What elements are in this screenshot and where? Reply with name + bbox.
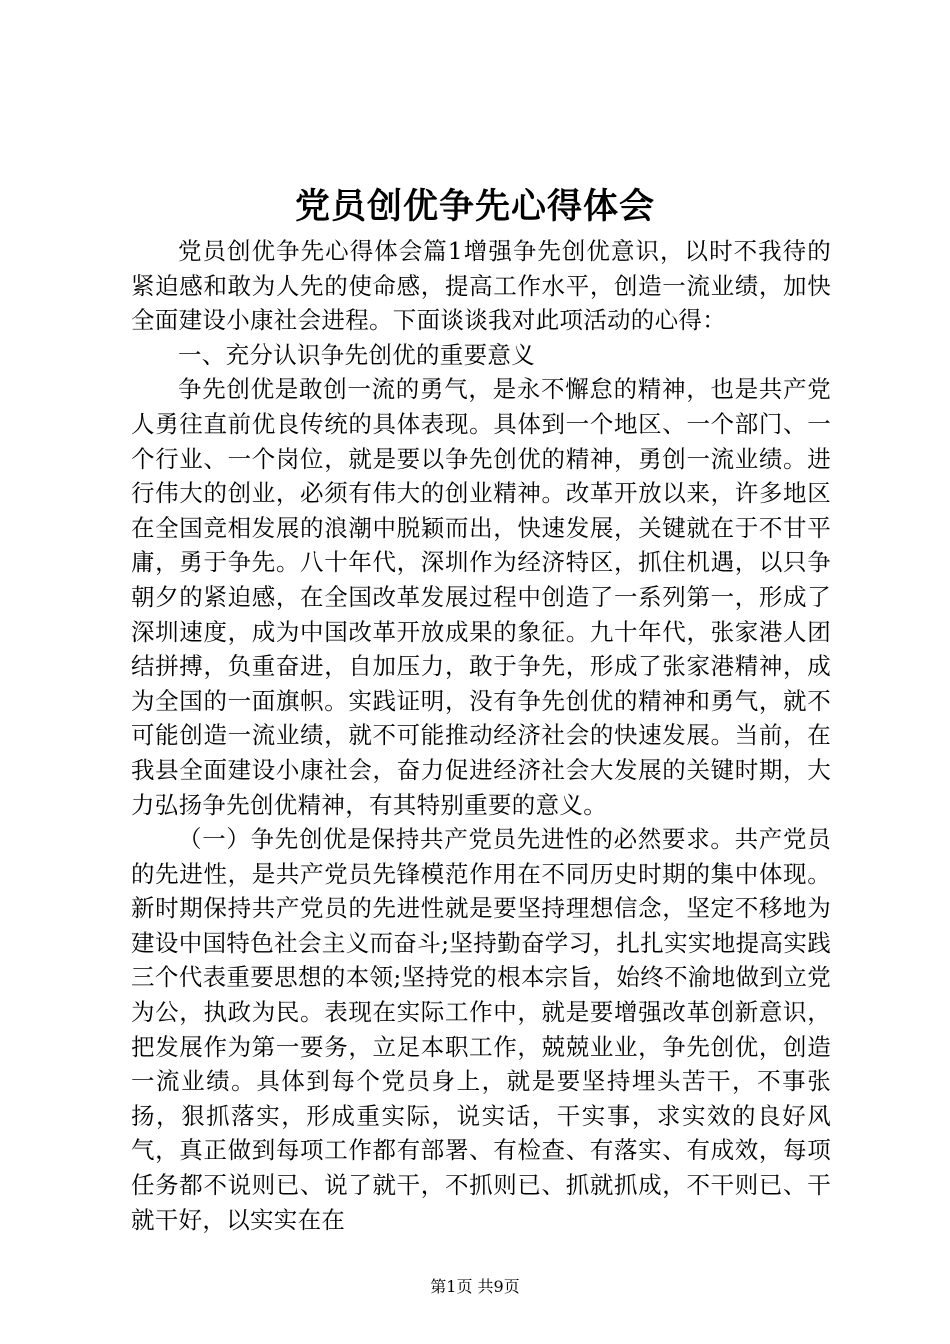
paragraph-significance: 争先创优是敢创一流的勇气，是永不懈怠的精神，也是共产党人勇往直前优良传统的具体表现。具体到一个地区、一个部门、一个行业、一个岗位，就是要以争先创优的精神，勇创一流业绩。进行伟大的创业，必须有伟大的创业精神。改革开放以来，许多地区在全国竞相发展的浪潮中脱颖而出，快速发展，关键就在于不甘平庸，勇于争先。八十年代，深圳作为经济特区，抓住机遇，以只争朝夕的紧迫感，在全国改革发展过程中创造了一系列第一，形成了深圳速度，成为中国改革开放成果的象征。九十年代，张家港人团结拼搏，负重奋进，自加压力，敢于争先，形成了张家港精神，成为全国的一面旗帜。实践证明，没有争先创优的精神和勇气，就不可能创造一流业绩，就不可能推动经济社会的快速发展。当前，在我县全面建设小康社会，奋力促进经济社会大发展的关键时期，大力弘扬争先创优精神，有其特别重要的意义。	[131, 375, 831, 819]
document-body	[131, 234, 831, 1237]
section-heading: 一、充分认识争先创优的重要意义	[178, 340, 535, 369]
page-number-footer: 第1页 共9页	[430, 1277, 520, 1296]
document-title: 党员创优争先心得体会	[294, 186, 655, 227]
paragraph-subsection-1: （一）争先创优是保持共产党员先进性的必然要求。共产党员的先进性，是共产党员先锋模范作用在不同历史时期的集中体现。新时期保持共产党员的先进性就是要坚持理想信念，坚定不移地为建设中国特色社会主义而奋斗;坚持勤奋学习，扎扎实实地提高实践三个代表重要思想的本领;坚持党的根本宗旨，始终不渝地做到立党为公，执政为民。表现在实际工作中，就是要增强改革创新意识，把发展作为第一要务，立足本职工作，兢兢业业，争先创优，创造一流业绩。具体到每个党员身上，就是要坚持埋头苦干，不事张扬，狠抓落实，形成重实际，说实话，干实事，求实效的良好风气，真正做到每项工作都有部署、有检查、有落实、有成效，每项任务都不说则已、说了就干，不抓则已、抓就抓成，不干则已、干就干好，以实实在在	[131, 825, 831, 1234]
paragraph-intro: 党员创优争先心得体会篇1增强争先创优意识，以时不我待的紧迫感和敢为人先的使命感，提高工作水平，创造一流业绩，加快全面建设小康社会进程。下面谈谈我对此项活动的心得：	[131, 237, 831, 335]
